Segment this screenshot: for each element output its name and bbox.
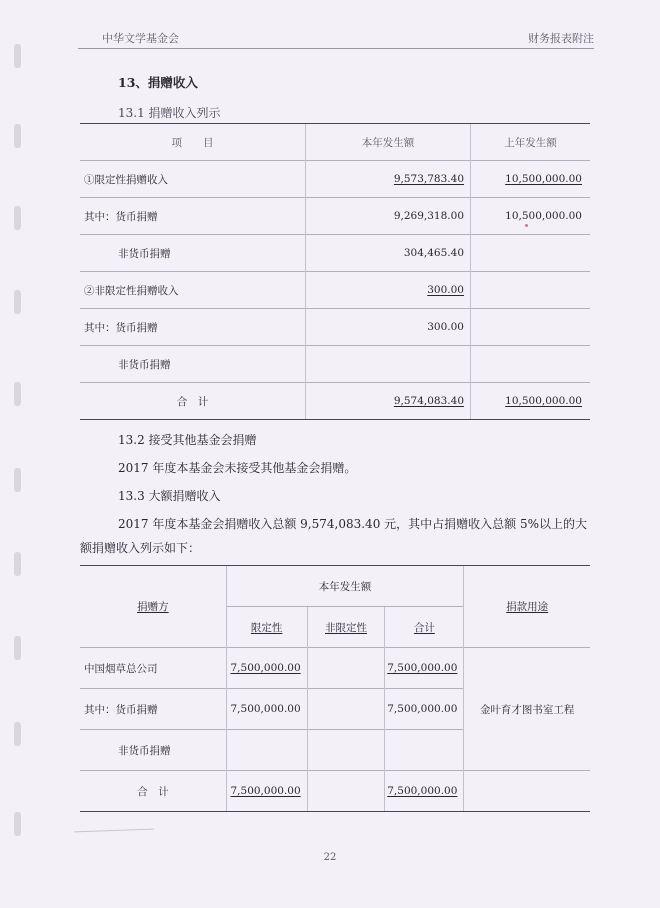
row-unrestricted [307,648,385,689]
col-header-current-group: 本年发生额 [226,566,464,607]
col-header-item: 项 目 [80,124,306,161]
section-13-3-text-2: 额捐赠收入列示如下： [80,541,201,555]
punch-hole [14,382,21,406]
donation-purpose: 金叶育才图书室工程 [464,648,590,771]
col-header-restricted: 限定性 [250,621,283,634]
row-restricted [226,730,307,771]
row-previous: 10,500,000.00 [505,173,582,185]
table-total-row [80,383,590,420]
section-13-3-text-1: 2017 年度本基金会捐赠收入总额 9,574,083.40 元，其中占捐赠收入总额 5%以上的大 [118,517,587,531]
punch-hole [14,468,21,492]
col-header-previous: 上年发生额 [471,124,591,161]
section-title-13-1: 13.1 捐赠收入列示 [118,106,221,120]
large-donations-table [80,565,590,812]
punch-hole [14,124,21,148]
row-current: 9,269,318.00 [306,198,471,235]
col-header-unrestricted: 非限定性 [325,621,368,634]
row-restricted: 7,500,000.00 [230,662,301,674]
row-current [306,346,471,383]
row-donor: 中国烟草总公司 [80,648,226,689]
row-donor: 其中：货币捐赠 [80,689,226,730]
table-row [80,161,590,198]
row-item: 其中：货币捐赠 [80,198,306,235]
row-total: 7,500,000.00 [387,662,458,674]
total-label: 合 计 [80,771,226,812]
header-org-name: 中华文学基金会 [102,32,179,45]
donation-income-table [80,123,590,420]
table-row [80,272,590,309]
row-previous [471,235,591,272]
table-row [80,648,590,689]
total-unrestricted [307,771,385,812]
table-row [80,346,590,383]
row-item: ①限定性捐赠收入 [80,161,306,198]
row-item: 非货币捐赠 [80,235,306,272]
row-total [385,730,464,771]
total-label: 合 计 [80,383,306,420]
row-current: 9,573,783.40 [393,173,464,185]
row-restricted: 7,500,000.00 [226,689,307,730]
row-item: ②非限定性捐赠收入 [80,272,306,309]
table-row [80,309,590,346]
row-current: 304,465.40 [306,235,471,272]
row-current: 300.00 [306,309,471,346]
row-previous [471,309,591,346]
header-doc-title: 财务报表附注 [528,32,594,45]
footer-mark [74,829,154,833]
col-header-purpose: 捐款用途 [506,601,549,613]
section-title-13: 13、捐赠收入 [118,75,198,90]
col-header-total: 合计 [413,621,435,634]
row-previous [471,272,591,309]
row-total: 7,500,000.00 [385,689,464,730]
section-title-13-2: 13.2 接受其他基金会捐赠 [118,433,257,447]
section-title-13-3: 13.3 大额捐赠收入 [118,489,221,503]
table-header-row [80,566,590,607]
table-row [80,235,590,272]
row-donor: 非货币捐赠 [80,730,226,771]
empty-cell [464,771,590,812]
page-number: 22 [323,852,337,863]
total-current: 9,574,083.40 [393,395,464,407]
header-divider [78,48,594,49]
punch-hole [14,636,21,660]
row-previous [471,346,591,383]
punch-hole [14,290,21,314]
table-total-row [80,771,590,812]
row-item: 非货币捐赠 [80,346,306,383]
page-header [102,30,594,46]
total-previous: 10,500,000.00 [505,395,582,407]
table-row [80,198,590,235]
col-header-donor: 捐赠方 [137,601,169,613]
section-13-2-text: 2017 年度本基金会未接受其他基金会捐赠。 [118,461,357,475]
punch-hole [14,552,21,576]
row-unrestricted [307,689,385,730]
col-header-current: 本年发生额 [306,124,471,161]
punch-hole [14,44,21,68]
table-header-row [80,124,590,161]
punch-hole [14,722,21,746]
punch-hole [14,812,21,836]
total-total: 7,500,000.00 [387,785,458,797]
row-item: 其中：货币捐赠 [80,309,306,346]
ink-mark [525,224,528,227]
total-restricted: 7,500,000.00 [230,785,301,797]
punch-hole [14,206,21,230]
row-previous: 10,500,000.00 [471,198,591,235]
row-unrestricted [307,730,385,771]
row-current: 300.00 [427,284,464,296]
